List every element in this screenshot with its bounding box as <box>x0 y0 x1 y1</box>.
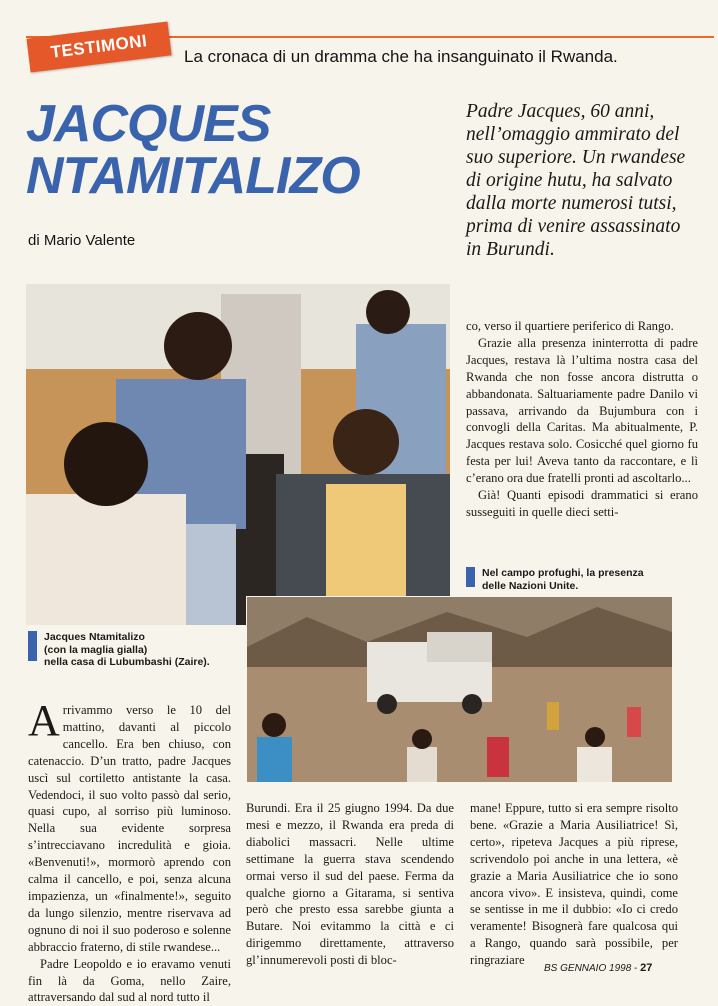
left-paragraph-2: Padre Leopoldo e io eravamo venuti fin là da Goma, nello Zaire, attraversando dal sud al nord tutto il <box>28 956 231 1005</box>
main-photo <box>26 284 450 625</box>
byline: di Mario Valente <box>28 232 136 249</box>
right-paragraph-1: co, verso il quartiere periferico di Rango. <box>466 319 674 333</box>
main-caption-line-2: (con la maglia gialla) <box>44 643 148 656</box>
camp-caption-marker <box>466 567 475 587</box>
headline-line-1: JACQUES <box>26 95 271 153</box>
camp-caption-line-1: Nel campo profughi, la presenza <box>482 567 644 579</box>
left-paragraph-1 <box>28 696 231 956</box>
deck-text: Padre Jacques, 60 anni, nell’omaggio ammirato del suo superiore. Un rwandese di origine hutu, ha salvato dalla morte numerosi tutsi, prima di venire assassinato in Burundi. <box>466 101 686 260</box>
main-caption-line-1: Jacques Ntamitalizo <box>44 631 145 643</box>
left-column-text <box>28 696 231 1006</box>
drop-cap: A <box>28 696 60 745</box>
camp-photo-illustration <box>247 597 672 782</box>
page-footer <box>544 962 652 974</box>
third-column-text: mane! Eppure, tutto si era sempre risolto bene. «Grazie a Maria Ausiliatrice! Sì, certo», ripeteva Jacques a più riprese, scrivendolo poi anche in una lettera, «è grazie a Maria Ausiliatrice che io sono ancora vivo». E insisteva, quindi, come se sentisse in me il dubbio: «Io ci credo veramente! Bisognerà fare qualcosa qui a Rango, quando sarà possibile, per ringraziare <box>470 801 678 968</box>
camp-caption-line-2: delle Nazioni Unite. <box>482 579 579 592</box>
main-photo-illustration <box>26 284 450 625</box>
main-caption-line-3: nella casa di Lubumbashi (Zaire). <box>44 656 210 668</box>
headline-line-2: NTAMITALIZO <box>26 147 360 205</box>
left-paragraph-1-text: rrivammo verso le 10 del mattino, davanti al piccolo cancello. Era ben chiuso, con catenaccio. D’un tratto, padre Jacques uscì sul cortiletto antistante la casa. Vedendoci, il suo volto passò dal serio, quasi cupo, al sorriso più luminoso. Nella sua evidente sorpresa s’intrecciavano incredulità e gioia. «Benvenuti!», mormorò aprendo con calma il cancello, e poi, senza alcuna impazienza, un «finalmente!», seguito da lungo silenzio, mentre riservava ad ognuno di noi il suo poderoso e solenne abbraccio fraterno, di stile rwandese... <box>28 703 231 954</box>
right-column-text <box>466 318 698 521</box>
footer-separator: - <box>634 963 638 974</box>
main-photo-caption <box>44 631 244 669</box>
middle-column-text: Burundi. Era il 25 giugno 1994. Da due mesi e mezzo, il Rwanda era preda di diabolici massacri. Nelle ultime settimane la guerra stava scendendo ormai verso il sud del paese. Ferma da qualche giorno a Gitarama, si sentiva però che presto essa sarebbe giunta a Butare. Noi evitammo la città e ci dirigemmo direttamente, attraverso gl’innumerevoli posti di bloc- <box>246 801 454 968</box>
right-paragraph-3: Già! Quanti episodi drammatici si erano susseguiti in quelle dieci setti- <box>466 488 698 519</box>
kicker-line: La cronaca di un dramma che ha insanguinato il Rwanda. <box>184 47 618 66</box>
headline <box>26 95 446 205</box>
issue-label: BS GENNAIO 1998 <box>544 963 632 974</box>
section-tag: TESTIMONI <box>26 21 171 72</box>
page-number: 27 <box>640 962 653 974</box>
camp-photo <box>246 596 673 783</box>
right-paragraph-2: Grazie alla presenza ininterrotta di padre Jacques, restava là l’ultima nostra casa del Rwanda che non fosse ancora distrutta o abbandonata. Saltuariamente padre Danilo vi passava, arrivando da Bujumbura con i convogli della Caritas. Ma abitualmente, P. Jacques restava solo. Cosicché quel giorno fu festa per lui! Aveva tanto da raccontare, e lì c’erano ora due fratelli pronti ad ascoltarlo... <box>466 335 698 486</box>
camp-photo-caption <box>482 567 692 592</box>
main-caption-marker <box>28 631 37 661</box>
